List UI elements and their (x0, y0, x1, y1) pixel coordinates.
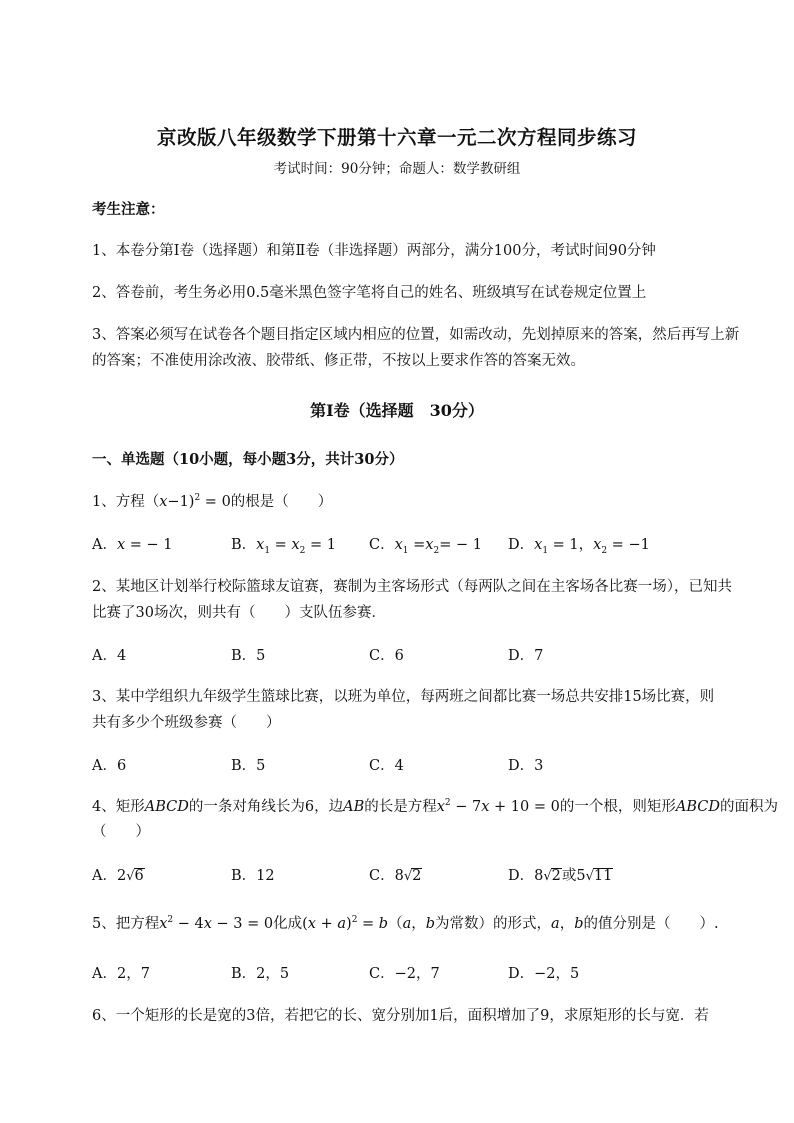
exam-title: 京改版八年级数学下册第十六章一元二次方程同步练习 (156, 126, 637, 149)
notice-item-3-cont: 的答案；不准使用涂改液、胶带纸、修正带，不按以上要求作答的答案无效。 (92, 353, 585, 369)
q2-option-a: A．4 (92, 648, 127, 664)
part-heading: 一、单选题（10小题，每小题3分，共计30分） (92, 451, 404, 468)
q5-option-a: A．2，7 (92, 966, 150, 982)
question-5: 5、把方程$x^2 - 4x - 3 = 0$化成$(x + a)^2 = b(a$，b为常数）的形式，a，b的值分别是（ ）. (92, 915, 719, 932)
question-2-line-1: 2、某地区计划举行校际篮球友谊赛，赛制为主客场形式（每两队之间在主客场各比赛一场），已知共 (92, 579, 732, 595)
question-4-line-1: 4、矩形ABCD的一条对角线长为6，边AB的长是方程$x^2 - 7x + 10 = 0$的一个根，则矩形ABCD的面积为 (92, 798, 778, 815)
q2-option-c: C．6 (369, 648, 404, 664)
q5-option-c: C．−2，7 (369, 966, 440, 982)
question-3-line-1: 3、某中学组织九年级学生篮球比赛，以班为单位，每两班之间都比赛一场总共安排15场比赛，则 (92, 689, 715, 705)
exam-subtitle: 考试时间：90分钟；命题人：数学教研组 (273, 161, 521, 177)
question-3-line-2: 共有多少个班级参赛（ ） (92, 715, 281, 731)
notice-item-3: 3、答案必须写在试卷各个题目指定区域内相应的位置，如需改动，先划掉原来的答案，然后再写上新 (92, 327, 740, 343)
q1-option-a: A．x = − 1 (92, 537, 173, 553)
q3-option-c: C．4 (369, 758, 404, 774)
q4-option-b: B．12 (231, 868, 275, 884)
question-4-line-2: （ ） (92, 824, 150, 840)
notice-item-2: 2、答卷前，考生务必用0.5毫米黑色签字笔将自己的姓名、班级填写在试卷规定位置上 (92, 285, 647, 301)
question-1: 1、方程（x−1)$^2$ = 0的根是（ ） (92, 493, 333, 510)
question-2-line-2: 比赛了30场次，则共有（ ）支队伍参赛． (92, 605, 386, 621)
q1-option-c: C．$x_1 =x_2= - 1$ (369, 537, 482, 556)
q3-option-a: A．6 (92, 758, 127, 774)
q5-option-d: D．−2，5 (508, 966, 580, 982)
q4-option-c: C．8√2 (369, 868, 422, 884)
question-6-line-1: 6、一个矩形的长是宽的3倍，若把它的长、宽分别加1后，面积增加了9，求原矩形的长与宽．若 (92, 1008, 709, 1024)
section-title: 第I卷（选择题 30分） (310, 401, 484, 420)
q5-option-b: B．2，5 (231, 966, 290, 982)
q4-option-a: A．2√6 (92, 868, 144, 884)
q3-option-b: B．5 (231, 758, 266, 774)
notice-heading: 考生注意： (92, 201, 165, 218)
q1-option-d: D．$x_1 = 1$，$x_2 = -1$ (508, 537, 650, 556)
q3-option-d: D．3 (508, 758, 544, 774)
q2-option-d: D．7 (508, 648, 544, 664)
q2-option-b: B．5 (231, 648, 266, 664)
q1-option-b: B．$x_1 = x_2 = 1$ (231, 537, 336, 556)
notice-item-1: 1、本卷分第I卷（选择题）和第Ⅱ卷（非选择题）两部分，满分100分，考试时间90分钟 (92, 243, 656, 259)
q4-option-d: D．8√2或5√11 (508, 868, 613, 884)
